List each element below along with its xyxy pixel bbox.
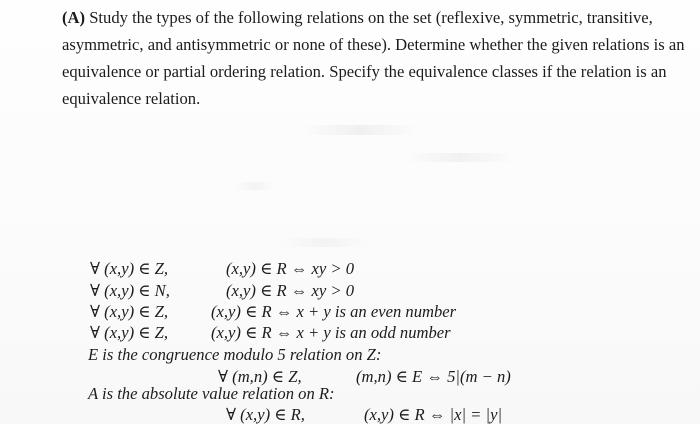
show-through-smudge bbox=[235, 182, 275, 190]
show-through-smudge bbox=[300, 125, 420, 135]
absolute-quantifier: ∀ (x,y) ∈ R, bbox=[226, 405, 305, 424]
absolute-definition: (x,y) ∈ R ⇔ |x| = |y| bbox=[364, 405, 503, 424]
congruence-intro: E is the congruence modulo 5 relation on Z: bbox=[88, 345, 382, 364]
show-through-smudge bbox=[405, 153, 515, 162]
relation-2-quantifier: ∀ (x,y) ∈ N, bbox=[90, 281, 170, 300]
congruence-definition: (m,n) ∈ E ⇔ 5|(m − n) bbox=[356, 367, 511, 386]
relation-4-definition: (x,y) ∈ R ⇔ x + y is an odd number bbox=[211, 323, 451, 342]
relation-3-definition: (x,y) ∈ R ⇔ x + y is an even number bbox=[211, 302, 457, 321]
problem-statement bbox=[62, 4, 685, 112]
relation-3-quantifier: ∀ (x,y) ∈ Z, bbox=[90, 302, 169, 321]
show-through-smudge bbox=[280, 238, 370, 247]
statement-line-3: equivalence or partial ordering relation. Specify the equivalence classes if the relation is an bbox=[62, 62, 667, 81]
statement-line-2: asymmetric, and antisymmetric or none of these). Determine whether the given relations is an bbox=[62, 35, 685, 54]
relation-1-definition: (x,y) ∈ R ⇔ xy > 0 bbox=[226, 259, 355, 278]
congruence-quantifier: ∀ (m,n) ∈ Z, bbox=[218, 367, 302, 386]
statement-text-1: Study the types of the following relations on the set (reflexive, symmetric, transitive, bbox=[85, 8, 653, 27]
statement-line-4: equivalence relation. bbox=[62, 89, 201, 108]
relation-4-quantifier: ∀ (x,y) ∈ Z, bbox=[90, 323, 169, 342]
relation-1-quantifier: ∀ (x,y) ∈ Z, bbox=[90, 259, 169, 278]
relation-2-definition: (x,y) ∈ R ⇔ xy > 0 bbox=[226, 281, 355, 300]
statement-line-1 bbox=[62, 4, 672, 31]
absolute-intro: A is the absolute value relation on R: bbox=[88, 384, 335, 403]
problem-label: (A) bbox=[62, 8, 86, 27]
